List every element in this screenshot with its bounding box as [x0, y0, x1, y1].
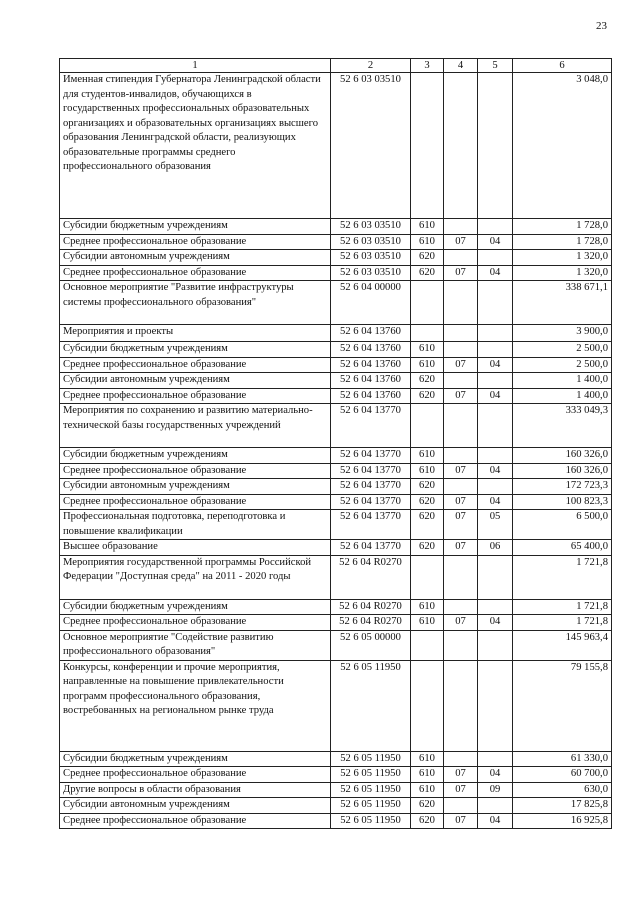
row-sum: 100 823,3 [513, 494, 612, 510]
row-col3: 610 [411, 234, 444, 250]
row-col3: 610 [411, 448, 444, 464]
row-name: Субсидии бюджетным учреждениям [60, 342, 331, 358]
row-sum: 60 700,0 [513, 767, 612, 783]
row-name: Среднее профессиональное образование [60, 265, 331, 281]
row-name: Высшее образование [60, 540, 331, 556]
column-header: 1 [60, 59, 331, 73]
table-row [60, 73, 612, 219]
row-col5: 04 [478, 494, 513, 510]
row-name: Среднее профессиональное образование [60, 615, 331, 631]
row-col3: 610 [411, 767, 444, 783]
row-sum: 338 671,1 [513, 281, 612, 325]
row-sum: 1 400,0 [513, 388, 612, 404]
row-col3: 620 [411, 388, 444, 404]
row-col4 [444, 555, 478, 599]
row-name: Мероприятия государственной программы Российской Федерации "Доступная среда" на 2011 - 2020 годы [60, 555, 331, 599]
row-name: Среднее профессиональное образование [60, 767, 331, 783]
row-name: Субсидии бюджетным учреждениям [60, 219, 331, 235]
row-col3: 620 [411, 494, 444, 510]
row-code: 52 6 05 11950 [331, 660, 411, 751]
row-col4: 07 [444, 463, 478, 479]
row-col5 [478, 404, 513, 448]
row-sum: 61 330,0 [513, 751, 612, 767]
row-col5: 04 [478, 234, 513, 250]
row-code: 52 6 04 13760 [331, 325, 411, 342]
row-col3: 610 [411, 599, 444, 615]
row-col4 [444, 281, 478, 325]
table-row [60, 798, 612, 814]
row-name: Среднее профессиональное образование [60, 388, 331, 404]
row-col5: 04 [478, 767, 513, 783]
column-header: 2 [331, 59, 411, 73]
row-col3 [411, 630, 444, 660]
row-name: Основное мероприятие "Развитие инфраструктуры системы профессионального образования" [60, 281, 331, 325]
row-code: 52 6 04 13770 [331, 494, 411, 510]
row-col5: 06 [478, 540, 513, 556]
column-header: 6 [513, 59, 612, 73]
row-sum: 160 326,0 [513, 448, 612, 464]
row-col3 [411, 404, 444, 448]
row-sum: 1 320,0 [513, 265, 612, 281]
row-col3 [411, 281, 444, 325]
row-col3: 620 [411, 250, 444, 266]
row-col4: 07 [444, 265, 478, 281]
row-col4 [444, 448, 478, 464]
row-code: 52 6 04 13770 [331, 463, 411, 479]
row-col4: 07 [444, 813, 478, 829]
row-code: 52 6 05 11950 [331, 798, 411, 814]
row-col4: 07 [444, 388, 478, 404]
table-row [60, 494, 612, 510]
row-name: Профессиональная подготовка, переподготовка и повышение квалификации [60, 510, 331, 540]
row-col4: 07 [444, 494, 478, 510]
row-code: 52 6 04 R0270 [331, 555, 411, 599]
row-col5: 04 [478, 388, 513, 404]
row-code: 52 6 05 11950 [331, 751, 411, 767]
row-col4: 07 [444, 767, 478, 783]
row-code: 52 6 03 03510 [331, 250, 411, 266]
row-sum: 6 500,0 [513, 510, 612, 540]
row-code: 52 6 05 00000 [331, 630, 411, 660]
row-col3: 610 [411, 615, 444, 631]
row-name: Субсидии автономным учреждениям [60, 798, 331, 814]
table-row [60, 463, 612, 479]
row-sum: 1 320,0 [513, 250, 612, 266]
table-row [60, 540, 612, 556]
row-col4 [444, 479, 478, 495]
row-col5 [478, 250, 513, 266]
row-col3: 620 [411, 813, 444, 829]
row-code: 52 6 04 13760 [331, 342, 411, 358]
row-sum: 1 721,8 [513, 599, 612, 615]
table-row [60, 357, 612, 373]
row-sum: 333 049,3 [513, 404, 612, 448]
row-name: Субсидии бюджетным учреждениям [60, 448, 331, 464]
row-sum: 630,0 [513, 782, 612, 798]
row-col5 [478, 325, 513, 342]
header-row [60, 59, 612, 73]
table-row [60, 448, 612, 464]
row-col3: 620 [411, 479, 444, 495]
row-col3: 620 [411, 265, 444, 281]
table-row [60, 281, 612, 325]
row-name: Основное мероприятие "Содействие развитию профессионального образования" [60, 630, 331, 660]
row-col4: 07 [444, 615, 478, 631]
row-code: 52 6 04 13770 [331, 404, 411, 448]
table-row [60, 373, 612, 389]
table-row [60, 767, 612, 783]
table-row [60, 388, 612, 404]
row-col5 [478, 219, 513, 235]
table-row [60, 234, 612, 250]
row-name: Среднее профессиональное образование [60, 494, 331, 510]
row-col3: 610 [411, 782, 444, 798]
row-code: 52 6 05 11950 [331, 813, 411, 829]
row-col5: 09 [478, 782, 513, 798]
row-col4: 07 [444, 540, 478, 556]
row-col3 [411, 73, 444, 219]
row-name: Субсидии бюджетным учреждениям [60, 751, 331, 767]
row-col3: 610 [411, 751, 444, 767]
row-sum: 1 721,8 [513, 615, 612, 631]
row-sum: 1 728,0 [513, 219, 612, 235]
row-code: 52 6 04 13770 [331, 448, 411, 464]
row-col3: 610 [411, 219, 444, 235]
table-row [60, 615, 612, 631]
row-sum: 1 400,0 [513, 373, 612, 389]
row-code: 52 6 04 00000 [331, 281, 411, 325]
row-col4 [444, 342, 478, 358]
row-col5: 04 [478, 265, 513, 281]
row-col3 [411, 555, 444, 599]
row-col3: 610 [411, 463, 444, 479]
row-col5 [478, 599, 513, 615]
row-sum: 65 400,0 [513, 540, 612, 556]
row-col4: 07 [444, 510, 478, 540]
row-sum: 2 500,0 [513, 342, 612, 358]
row-col4: 07 [444, 782, 478, 798]
row-col3: 610 [411, 357, 444, 373]
row-name: Другие вопросы в области образования [60, 782, 331, 798]
row-col4: 07 [444, 357, 478, 373]
row-col5 [478, 630, 513, 660]
row-name: Субсидии автономным учреждениям [60, 479, 331, 495]
row-code: 52 6 03 03510 [331, 265, 411, 281]
row-code: 52 6 04 13770 [331, 510, 411, 540]
row-col4 [444, 325, 478, 342]
row-name: Среднее профессиональное образование [60, 234, 331, 250]
row-code: 52 6 05 11950 [331, 782, 411, 798]
row-col3: 620 [411, 798, 444, 814]
column-header: 4 [444, 59, 478, 73]
row-name: Мероприятия по сохранению и развитию материально-технической базы государственных учреждений [60, 404, 331, 448]
row-code: 52 6 03 03510 [331, 234, 411, 250]
row-col5 [478, 660, 513, 751]
row-code: 52 6 04 13760 [331, 373, 411, 389]
row-sum: 1 721,8 [513, 555, 612, 599]
row-col4 [444, 660, 478, 751]
row-sum: 79 155,8 [513, 660, 612, 751]
row-code: 52 6 05 11950 [331, 767, 411, 783]
row-name: Среднее профессиональное образование [60, 463, 331, 479]
row-col5: 05 [478, 510, 513, 540]
row-col5 [478, 479, 513, 495]
row-col5: 04 [478, 813, 513, 829]
row-sum: 16 925,8 [513, 813, 612, 829]
table-row [60, 813, 612, 829]
row-sum: 160 326,0 [513, 463, 612, 479]
budget-table [59, 58, 612, 829]
table-row [60, 660, 612, 751]
row-col5: 04 [478, 615, 513, 631]
row-col4 [444, 630, 478, 660]
row-col5 [478, 555, 513, 599]
row-sum: 3 900,0 [513, 325, 612, 342]
table-row [60, 250, 612, 266]
row-col3: 610 [411, 342, 444, 358]
row-col5 [478, 281, 513, 325]
row-col5 [478, 798, 513, 814]
row-code: 52 6 04 13760 [331, 388, 411, 404]
row-col4 [444, 404, 478, 448]
row-sum: 172 723,3 [513, 479, 612, 495]
column-header: 3 [411, 59, 444, 73]
row-sum: 17 825,8 [513, 798, 612, 814]
row-sum: 2 500,0 [513, 357, 612, 373]
table-row [60, 342, 612, 358]
table-row [60, 751, 612, 767]
row-col3: 620 [411, 373, 444, 389]
page-number: 23 [596, 20, 607, 32]
table-row [60, 782, 612, 798]
row-col4 [444, 751, 478, 767]
row-col5 [478, 448, 513, 464]
row-name: Среднее профессиональное образование [60, 357, 331, 373]
row-name: Среднее профессиональное образование [60, 813, 331, 829]
row-col5 [478, 73, 513, 219]
row-code: 52 6 04 13760 [331, 357, 411, 373]
row-col5: 04 [478, 357, 513, 373]
table-row [60, 510, 612, 540]
table-row [60, 404, 612, 448]
row-col3: 620 [411, 540, 444, 556]
table-row [60, 599, 612, 615]
row-code: 52 6 04 R0270 [331, 599, 411, 615]
row-col4 [444, 219, 478, 235]
row-code: 52 6 03 03510 [331, 219, 411, 235]
table-row [60, 219, 612, 235]
row-code: 52 6 04 13770 [331, 540, 411, 556]
row-col5: 04 [478, 463, 513, 479]
row-code: 52 6 03 03510 [331, 73, 411, 219]
row-code: 52 6 04 13770 [331, 479, 411, 495]
row-sum: 145 963,4 [513, 630, 612, 660]
row-col3 [411, 660, 444, 751]
row-name: Субсидии бюджетным учреждениям [60, 599, 331, 615]
row-name: Субсидии автономным учреждениям [60, 373, 331, 389]
table-row [60, 479, 612, 495]
row-col4 [444, 373, 478, 389]
row-col5 [478, 751, 513, 767]
row-name: Субсидии автономным учреждениям [60, 250, 331, 266]
table-row [60, 265, 612, 281]
row-col4: 07 [444, 234, 478, 250]
row-col3 [411, 325, 444, 342]
row-col4 [444, 798, 478, 814]
row-sum: 3 048,0 [513, 73, 612, 219]
row-col4 [444, 250, 478, 266]
row-name: Мероприятия и проекты [60, 325, 331, 342]
table-row [60, 555, 612, 599]
row-col5 [478, 373, 513, 389]
row-name: Именная стипендия Губернатора Ленинградской области для студентов-инвалидов, обучающихся в государственных профессиональных образовательных организациях и образовательных организациях высшего образования Ленинградской области, реализующих образовательные программы среднего профессионального образования [60, 73, 331, 219]
row-col3: 620 [411, 510, 444, 540]
column-header: 5 [478, 59, 513, 73]
row-code: 52 6 04 R0270 [331, 615, 411, 631]
row-col5 [478, 342, 513, 358]
row-col4 [444, 73, 478, 219]
table-row [60, 630, 612, 660]
row-col4 [444, 599, 478, 615]
table-row [60, 325, 612, 342]
row-sum: 1 728,0 [513, 234, 612, 250]
row-name: Конкурсы, конференции и прочие мероприятия, направленные на повышение привлекательности программ профессионального образования, востребованных на региональном рынке труда [60, 660, 331, 751]
